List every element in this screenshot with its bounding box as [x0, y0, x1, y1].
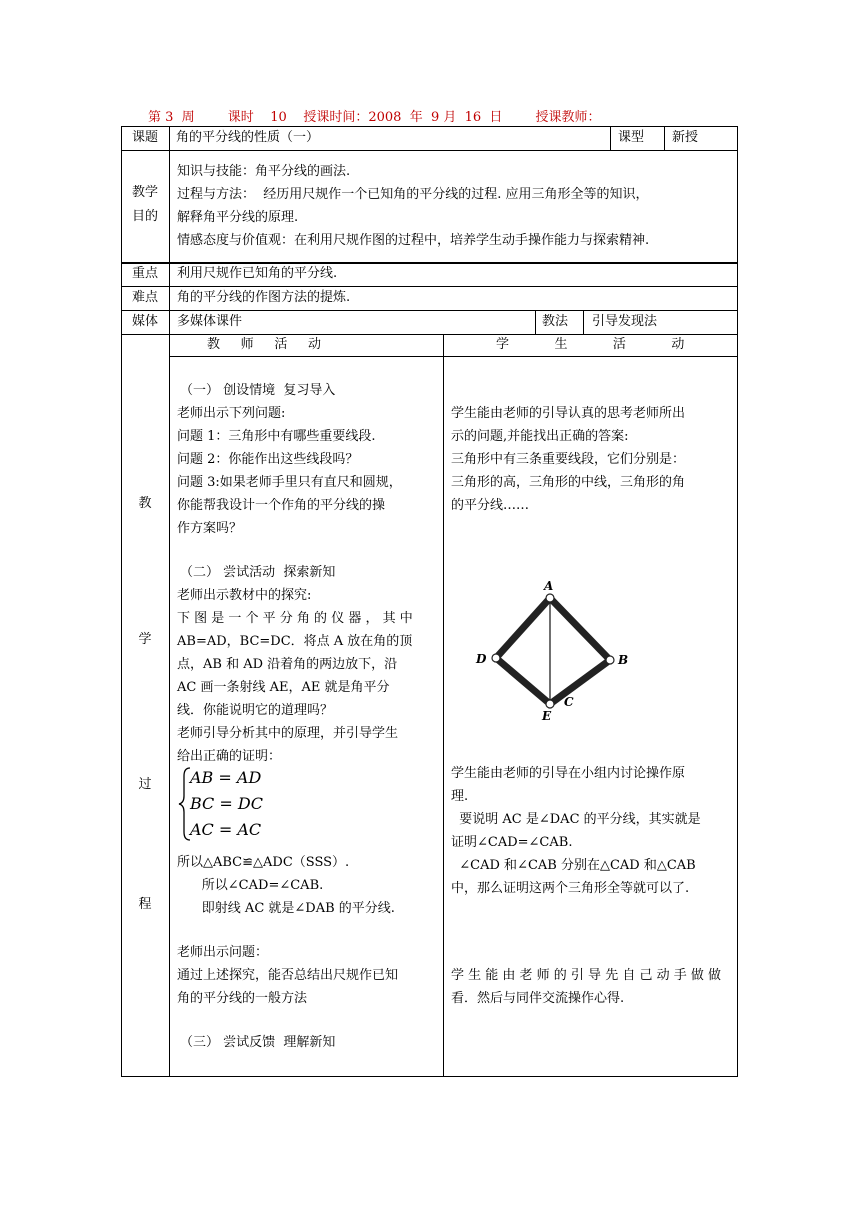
- col-divider: [583, 310, 584, 334]
- process-label-1: 教: [138, 496, 152, 511]
- difficulty-value: 角的平分线的作图方法的提炼.: [177, 290, 351, 305]
- student-line: 示的问题,并能找出正确的答案:: [451, 429, 629, 444]
- teacher-line: 你能帮我设计一个作角的平分线的操: [177, 498, 386, 513]
- teacher-line: AC 画一条射线 AE，AE 就是角平分: [177, 680, 390, 695]
- type-value: 新授: [672, 130, 699, 145]
- section-2-title: （二） 尝试活动 探索新知: [180, 565, 336, 580]
- student-line: ∠CAD 和∠CAB 分别在△CAD 和△CAB: [451, 858, 696, 873]
- student-line: 学生能由老师的引导在小组内讨论操作原: [451, 766, 686, 781]
- student-line: 证明∠CAD=∠CAB.: [451, 835, 573, 850]
- question-line: 老师出示问题：: [177, 945, 269, 960]
- teacher-line: AB=AD，BC=DC．将点 A 放在角的顶: [177, 634, 413, 649]
- col-divider: [443, 334, 444, 1077]
- student-line: 中，那么证明这两个三角形全等就可以了.: [451, 881, 690, 896]
- student-line: 三角形中有三条重要线段，它们分别是：: [451, 452, 686, 467]
- process-label-2: 学: [138, 632, 152, 647]
- rod-ab: [550, 598, 610, 660]
- teacher-line: 老师出示教材中的探究:: [177, 588, 312, 603]
- teacher-line: 作方案吗？: [177, 521, 243, 536]
- question-line: 通过上述探究，能否总结出尺规作已知: [177, 968, 399, 983]
- process-label-3: 过: [138, 777, 152, 792]
- rod-dc: [496, 658, 550, 704]
- student-line: 学生能由老师的引导认真的思考老师所出: [451, 406, 686, 421]
- label-e: E: [542, 709, 552, 723]
- label-d: D: [476, 652, 487, 666]
- week-label: 第 3 周: [148, 110, 195, 125]
- proof-line: 所以∠CAD=∠CAB.: [177, 878, 324, 893]
- row-divider: [121, 286, 738, 287]
- period-label: 课时 10: [227, 110, 287, 125]
- student-line: 要说明 AC 是∠DAC 的平分线，其实就是: [451, 812, 701, 827]
- col-divider: [169, 126, 170, 1077]
- section-1-title: （一） 创设情境 复习导入: [180, 383, 336, 398]
- goal-line: 知识与技能：角平分线的画法.: [177, 164, 351, 179]
- teacher-label: 授课教师：: [535, 110, 601, 125]
- equation-2: BC = DC: [190, 794, 263, 813]
- goal-line: 情感态度与价值观：在利用尺规作图的过程中，培养学生动手操作能力与探索精神.: [177, 233, 650, 248]
- teacher-line: 问题 2：你能作出这些线段吗？: [177, 452, 359, 467]
- label-a: A: [544, 579, 554, 593]
- student-line: 看．然后与同伴交流操作心得.: [451, 991, 625, 1006]
- rod-ad: [496, 598, 550, 658]
- goals-label-1: 教学: [131, 185, 158, 200]
- difficulty-label: 难点: [131, 290, 158, 305]
- student-column-header: 学 生 活 动: [496, 337, 685, 352]
- media-label: 媒体: [131, 314, 158, 329]
- row-divider: [121, 150, 738, 151]
- col-divider: [535, 310, 536, 334]
- label-c: C: [564, 695, 574, 709]
- row-divider: [121, 310, 738, 311]
- equation-3: AC = AC: [190, 820, 262, 839]
- media-value: 多媒体课件: [177, 314, 243, 329]
- equation-1: AB = AD: [190, 768, 262, 787]
- row-divider: [169, 356, 738, 357]
- joint-b: [606, 656, 614, 664]
- section-3-title: （三） 尝试反馈 理解新知: [180, 1035, 336, 1050]
- goals-label-2: 目的: [131, 209, 158, 224]
- angle-bisector-instrument-figure: [470, 578, 640, 724]
- joint-d: [492, 654, 500, 662]
- teacher-line: 给出正确的证明：: [177, 749, 282, 764]
- student-line: 理.: [451, 789, 469, 804]
- student-line: 学 生 能 由 老 师 的 引 导 先 自 己 动 手 做 做: [451, 968, 721, 983]
- key-value: 利用尺规作已知角的平分线.: [177, 266, 338, 281]
- process-label-4: 程: [138, 897, 152, 912]
- joint-c: [546, 700, 554, 708]
- method-label: 教法: [542, 314, 569, 329]
- rod-bc: [550, 660, 610, 704]
- teacher-line: 线．你能说明它的道理吗？: [177, 703, 334, 718]
- date-label: 授课时间：2008 年 9 月 16 日: [303, 110, 503, 125]
- joint-a: [546, 594, 554, 602]
- teacher-column-header: 教 师 活 动: [207, 337, 321, 352]
- student-line: 三角形的高，三角形的中线，三角形的角: [451, 475, 686, 490]
- topic-label: 课题: [131, 130, 158, 145]
- teacher-line: 下 图 是 一 个 平 分 角 的 仪 器 ， 其 中: [177, 611, 413, 626]
- student-line: 的平分线……: [451, 498, 530, 513]
- teacher-line: 问题 1：三角形中有哪些重要线段.: [177, 429, 376, 444]
- proof-line: 所以△ABC≌△ADC（SSS）.: [177, 855, 350, 870]
- lesson-header: [148, 106, 601, 125]
- teacher-line: 问题 3:如果老师手里只有直尺和圆规，: [177, 475, 402, 490]
- question-line: 角的平分线的一般方法: [177, 991, 308, 1006]
- goal-line: 过程与方法： 经历用尺规作一个已知角的平分线的过程. 应用三角形全等的知识，: [177, 187, 649, 202]
- label-b: B: [618, 653, 629, 667]
- topic-value: 角的平分线的性质（一）: [176, 130, 320, 145]
- goals-text: [177, 160, 733, 252]
- teacher-line: 点，AB 和 AD 沿着角的两边放下，沿: [177, 657, 398, 672]
- teacher-line: 老师引导分析其中的原理，并引导学生: [177, 726, 399, 741]
- key-label: 重点: [131, 266, 158, 281]
- type-label: 课型: [618, 130, 645, 145]
- teacher-line: 老师出示下列问题:: [177, 406, 286, 421]
- col-divider: [664, 126, 665, 150]
- col-divider: [610, 126, 611, 150]
- method-value: 引导发现法: [592, 314, 658, 329]
- proof-line: 即射线 AC 就是∠DAB 的平分线.: [177, 901, 395, 916]
- goal-line: 解释角平分线的原理.: [177, 210, 299, 225]
